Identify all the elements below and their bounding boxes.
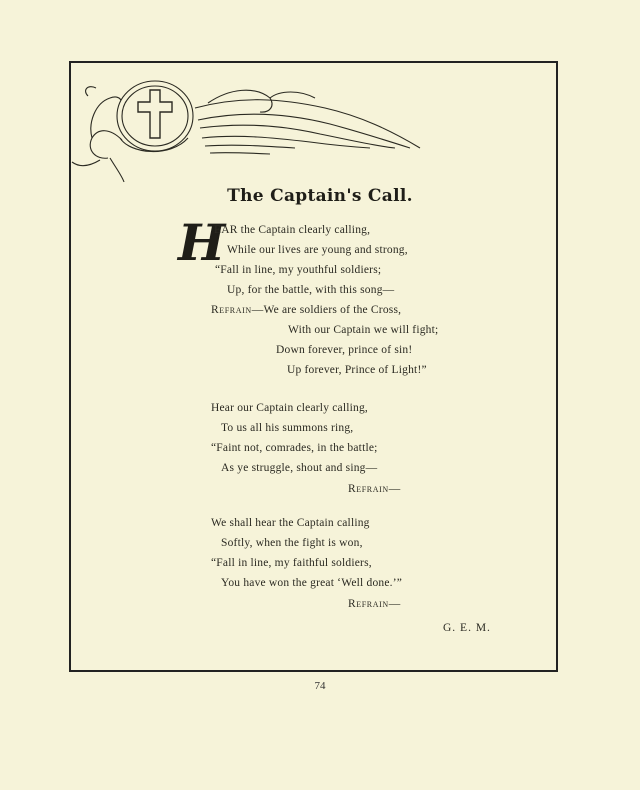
author-initials: G. E. M. — [443, 622, 491, 634]
poem-title: The Captain's Call. — [227, 186, 413, 206]
stanza2-refrain: Refrain— — [348, 483, 401, 495]
stanza1-line3: “Fall in line, my youthful soldiers; — [215, 264, 382, 276]
refrain-line2: With our Captain we will fight; — [288, 324, 439, 336]
refrain-line1-text: —We are soldiers of the Cross, — [251, 304, 402, 316]
stanza2-line1: Hear our Captain clearly calling, — [211, 402, 368, 414]
stanza2-line3: “Faint not, comrades, in the battle; — [211, 442, 378, 454]
stanza1-line4: Up, for the battle, with this song— — [227, 284, 395, 296]
refrain-line4: Up forever, Prince of Light!” — [287, 364, 427, 376]
stanza3-line1: We shall hear the Captain calling — [211, 517, 370, 529]
page-number: 74 — [314, 680, 326, 692]
stanza2-line2: To us all his summons ring, — [221, 422, 354, 434]
stanza1-line2: While our lives are young and strong, — [227, 244, 408, 256]
stanza3-line3: “Fall in line, my faithful soldiers, — [211, 557, 372, 569]
refrain-label: Refrain — [211, 304, 252, 316]
stanza3-refrain: Refrain— — [348, 598, 401, 610]
cross-shield-banner-icon — [70, 68, 430, 188]
stanza1-line1: EAR the Captain clearly calling, — [214, 224, 371, 236]
refrain-line1 — [211, 303, 401, 317]
stanza3-line2: Softly, when the fight is won, — [221, 537, 363, 549]
stanza2-line4: As ye struggle, shout and sing— — [221, 462, 378, 474]
stanza3-line4: You have won the great ‘Well done.’” — [221, 577, 403, 589]
refrain-line3: Down forever, prince of sin! — [276, 344, 413, 356]
drop-cap-letter: H — [178, 213, 226, 272]
